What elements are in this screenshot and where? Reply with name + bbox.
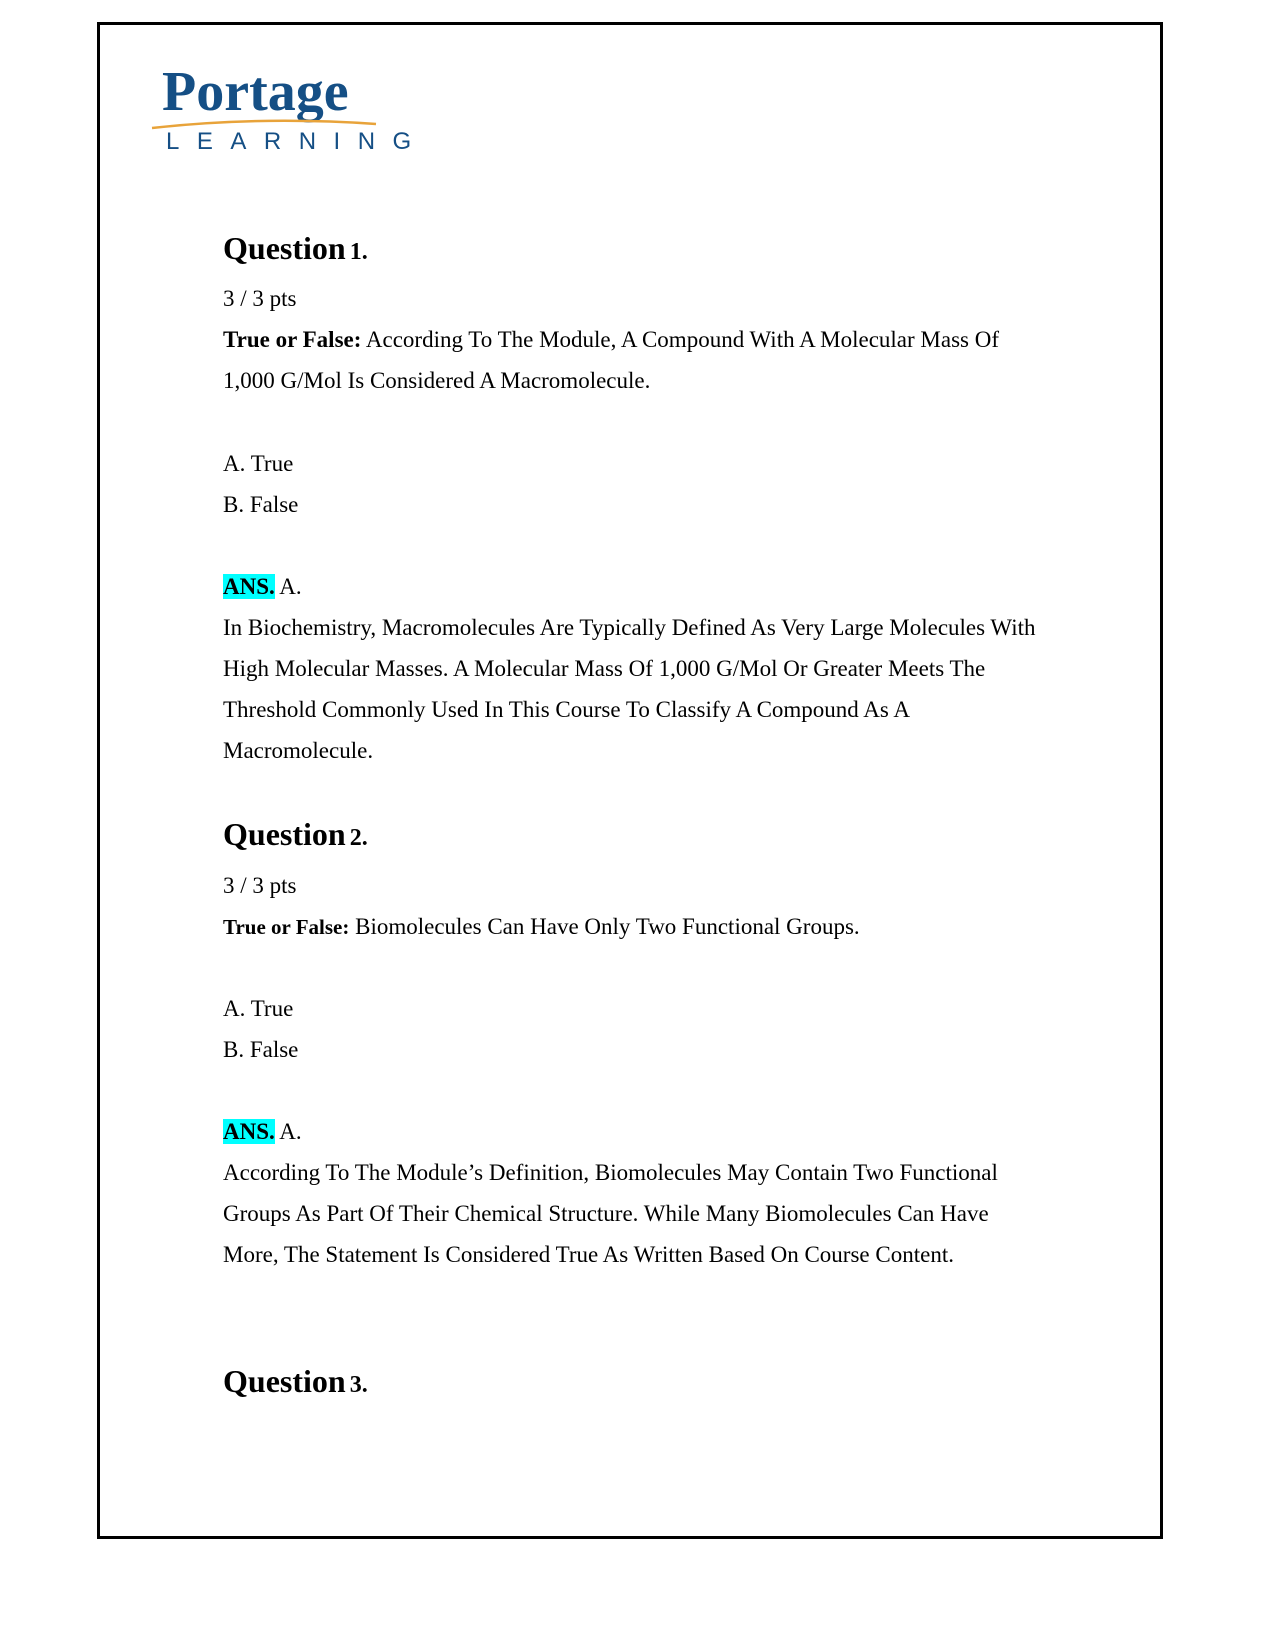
question-2-prompt (223, 915, 860, 938)
prompt-text: According To The Module, A Compound With A Molecular Mass Of (365, 327, 1000, 352)
prompt-text: Biomolecules Can Have Only Two Functional Groups. (355, 914, 860, 939)
question-1-explanation-line: In Biochemistry, Macromolecules Are Typically Defined As Very Large Molecules With (223, 615, 1036, 640)
question-2-points: 3 / 3 pts (223, 873, 297, 898)
question-1-option-a: A. True (223, 451, 294, 476)
question-2-answer (223, 1120, 302, 1143)
question-1-prompt-cont: 1,000 G/Mol Is Considered A Macromolecule. (223, 368, 651, 393)
question-2-option-a: A. True (223, 996, 294, 1021)
answer-value: A. (279, 574, 302, 599)
logo-tagline: LEARNING (166, 128, 429, 155)
question-1-answer (223, 575, 302, 598)
logo-brand: Portage (162, 61, 349, 123)
question-1-prompt (223, 328, 999, 351)
answer-value: A. (279, 1119, 302, 1144)
question-1-explanation-line: Threshold Commonly Used In This Course To Classify A Compound As A (223, 697, 910, 722)
question-1-explanation-line: High Molecular Masses. A Molecular Mass Of 1,000 G/Mol Or Greater Meets The (223, 656, 986, 681)
question-1-option-b: B. False (223, 492, 299, 517)
question-2-title: Question 2. (223, 816, 368, 852)
question-1-explanation-line: Macromolecule. (223, 738, 374, 763)
prompt-label: True or False: (223, 327, 362, 352)
portage-learning-logo (150, 61, 429, 160)
question-2-explanation-line: Groups As Part Of Their Chemical Structure. While Many Biomolecules Can Have (223, 1201, 989, 1226)
question-2-explanation-line: According To The Module’s Definition, Biomolecules May Contain Two Functional (223, 1160, 998, 1185)
prompt-label: True or False: (223, 915, 350, 939)
question-1-title: Question 1. (223, 230, 368, 266)
question-2-option-b: B. False (223, 1037, 299, 1062)
question-3-title: Question 3. (223, 1363, 368, 1399)
answer-label: ANS. (223, 574, 275, 599)
question-2-explanation-line: More, The Statement Is Considered True As Written Based On Course Content. (223, 1242, 954, 1267)
question-1-points: 3 / 3 pts (223, 286, 297, 311)
answer-label: ANS. (223, 1119, 275, 1144)
